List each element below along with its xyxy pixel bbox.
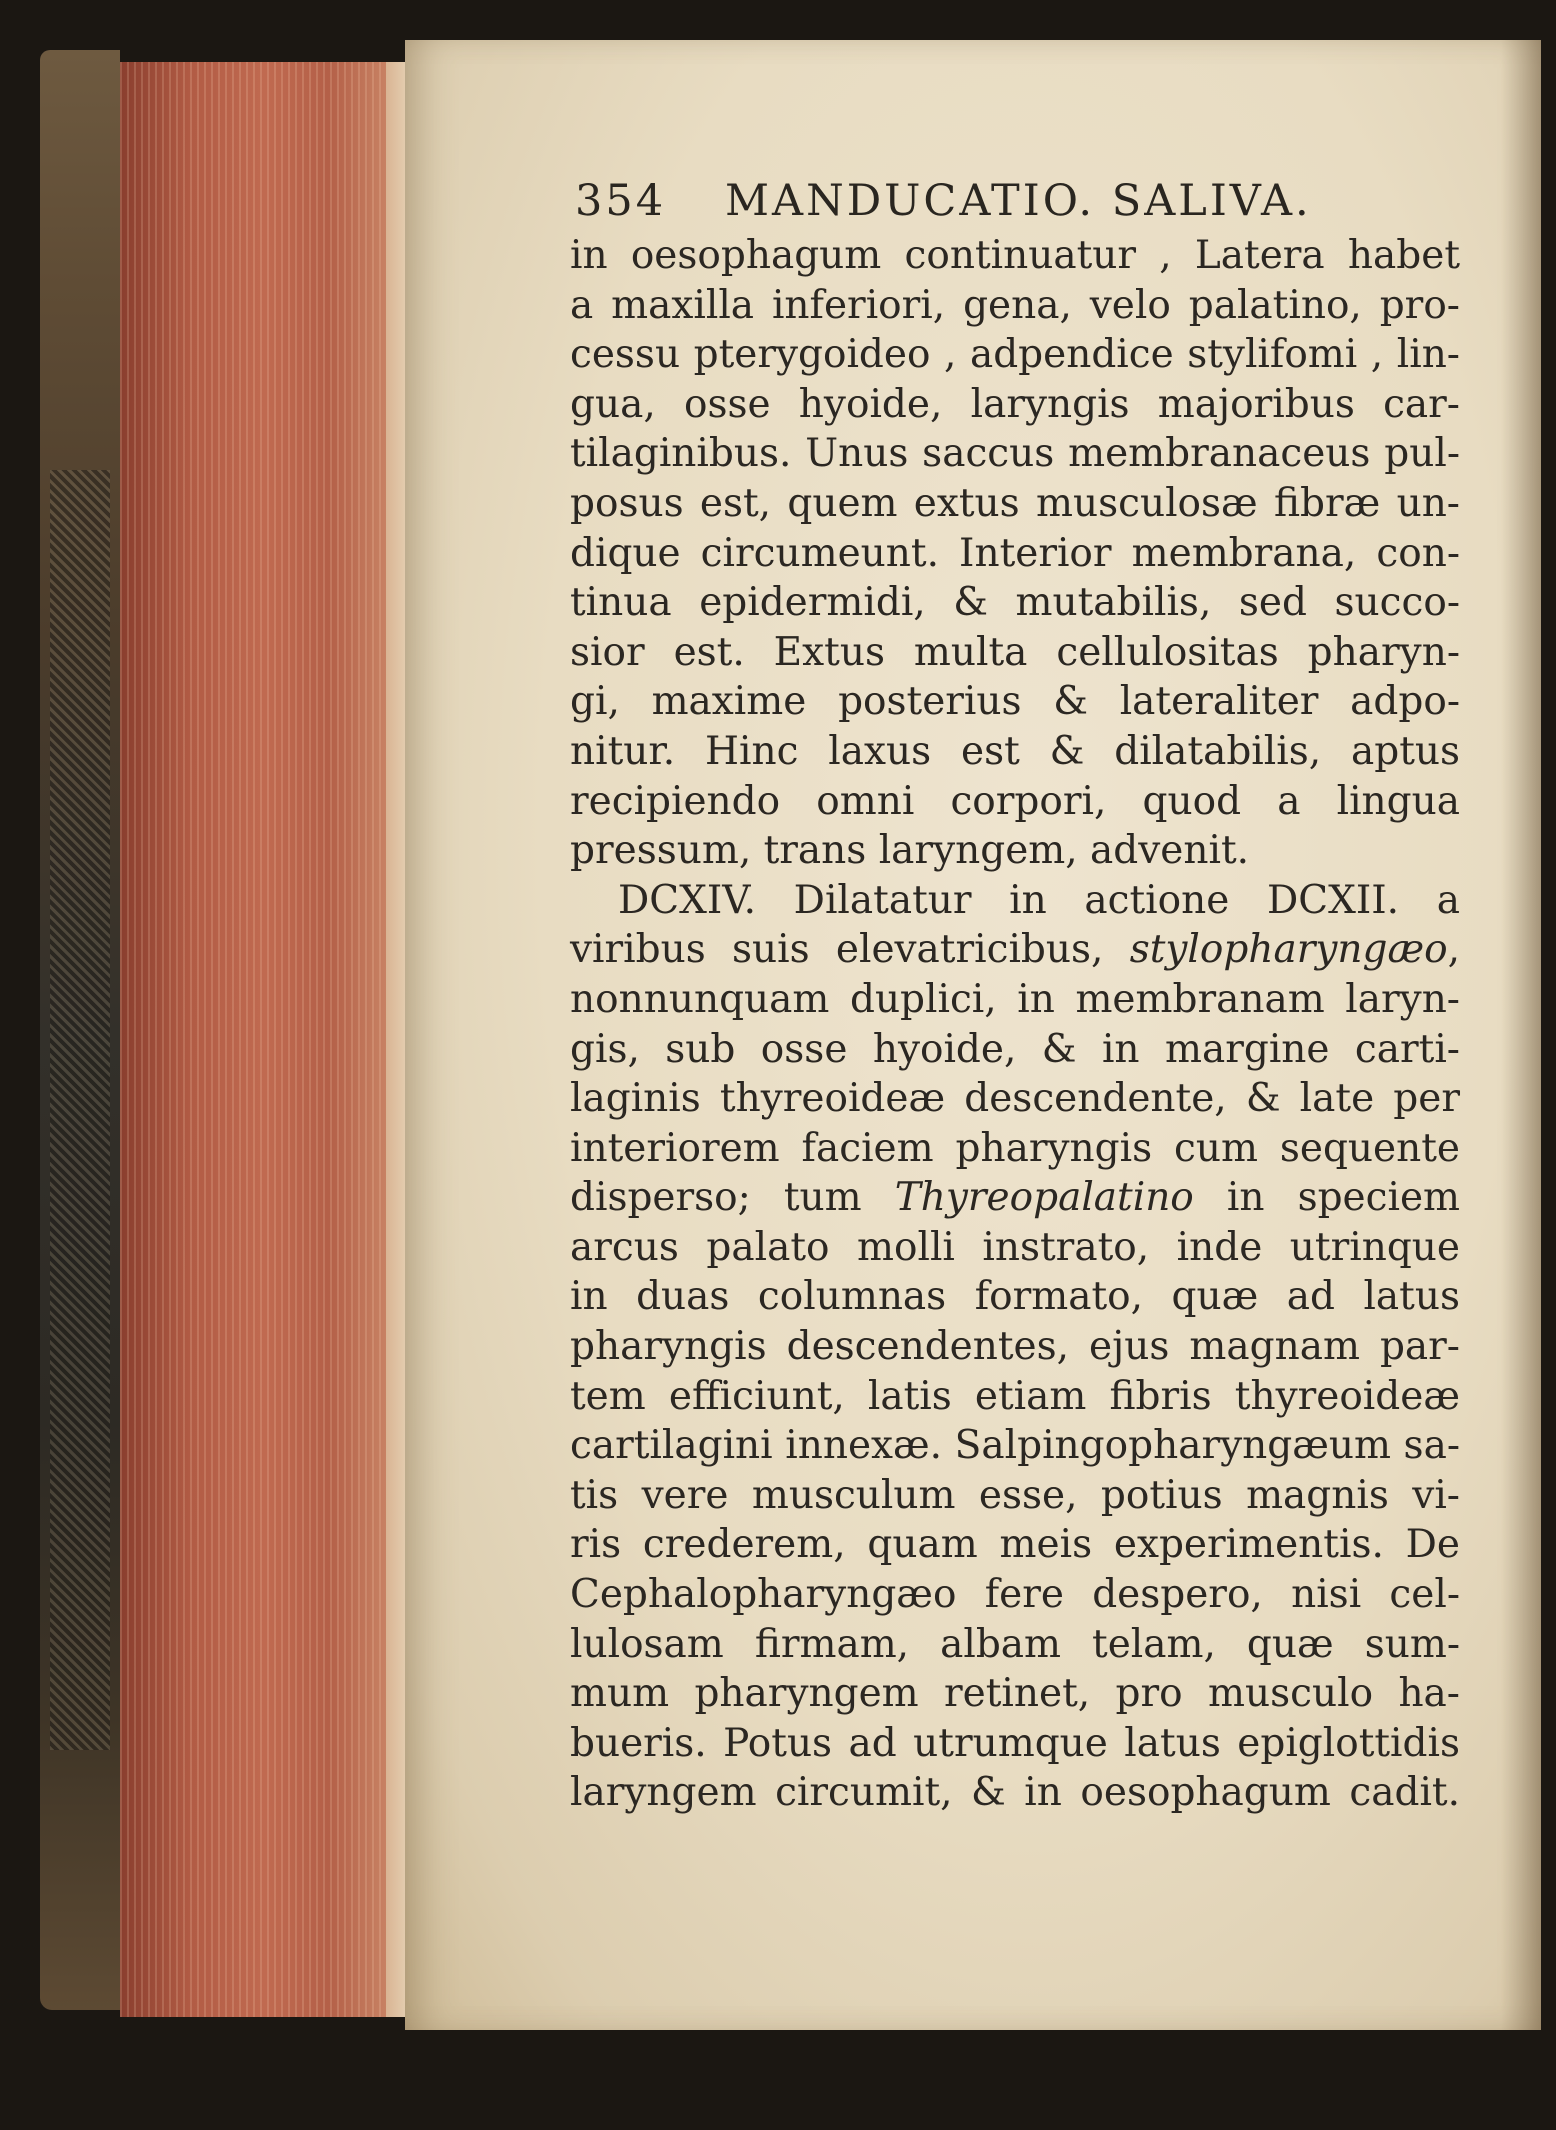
text-line: pressum, trans laryngem, advenit.	[570, 828, 1250, 874]
text-line-with-italic	[570, 1173, 1460, 1223]
text-run: ,	[1447, 927, 1460, 973]
text-line: dique circumeunt. Interior membrana, con-	[570, 530, 1460, 576]
text-line: Cephalopharyngæo fere despero, nisi cel-	[570, 1572, 1460, 1618]
text-line: mum pharyngem retinet, pro musculo ha-	[570, 1671, 1460, 1717]
text-run: in speciem	[1193, 1175, 1461, 1221]
text-line: laryngem circumit, & in oesophagum cadit.	[570, 1770, 1460, 1816]
text-line: tinua epidermidi, & mutabilis, sed succo-	[570, 580, 1460, 626]
text-line: cessu pterygoideo , adpendice stylifomi , lin-	[570, 332, 1460, 378]
text-line: interiorem faciem pharyngis cum sequente	[570, 1125, 1460, 1171]
text-run: disperso; tum	[570, 1175, 895, 1221]
text-line: tem efficiunt, latis etiam fibris thyreoideæ	[570, 1373, 1460, 1419]
book-page	[405, 40, 1541, 2030]
text-line-with-italic	[570, 925, 1460, 975]
text-line: bueris. Potus ad utrumque latus epiglottidis	[570, 1720, 1460, 1766]
book-cover	[40, 50, 120, 2010]
text-line: lulosam firmam, albam telam, quæ sum-	[570, 1621, 1460, 1667]
page-gutter-shadow	[1501, 40, 1541, 2030]
text-line: in oesophagum continuatur , Latera habet	[570, 233, 1460, 278]
section-start-line: DCXIV. Dilatatur in actione DCXII. a	[618, 877, 1460, 923]
text-line: in duas columnas formato, quæ ad latus	[570, 1274, 1460, 1320]
italic-term: stylopharyngæo	[1129, 927, 1448, 973]
page-number: 354	[575, 176, 667, 226]
text-line: nitur. Hinc laxus est & dilatabilis, aptus	[570, 728, 1460, 774]
text-run: viribus suis elevatricibus,	[570, 927, 1130, 973]
text-line: laginis thyreoideæ descendente, & late per	[570, 1076, 1460, 1122]
text-line: tis vere musculum esse, potius magnis vi-	[570, 1472, 1460, 1518]
text-line: cartilagini innexæ. Salpingopharyngæum sa-	[570, 1423, 1460, 1469]
text-line: sior est. Extus multa cellulositas pharyn-	[570, 629, 1460, 675]
text-line: a maxilla inferiori, gena, velo palatino, pro-	[570, 282, 1460, 328]
text-line: arcus palato molli instrato, inde utrinque	[570, 1224, 1460, 1270]
text-line: recipiendo omni corpori, quod a lingua	[570, 778, 1460, 824]
text-line: gua, osse hyoide, laryngis majoribus car-	[570, 381, 1460, 427]
body-text	[570, 231, 1460, 1818]
italic-term: Thyreopalatino	[894, 1175, 1194, 1221]
text-line: gi, maxime posterius & lateraliter adpo-	[570, 679, 1460, 725]
text-line: ris crederem, quam meis experimentis. De	[570, 1522, 1460, 1568]
text-line: nonnunquam duplici, in membranam laryn-	[570, 976, 1460, 1022]
text-line: tilaginibus. Unus saccus membranaceus pul-	[570, 431, 1460, 477]
text-line: pharyngis descendentes, ejus magnam par-	[570, 1324, 1460, 1370]
text-line: posus est, quem extus musculosæ fibræ un-	[570, 480, 1460, 526]
running-header	[575, 176, 1435, 236]
page-edges	[120, 62, 410, 2017]
running-title: MANDUCATIO. SALIVA.	[725, 176, 1312, 226]
text-line: gis, sub osse hyoide, & in margine carti-	[570, 1026, 1460, 1072]
